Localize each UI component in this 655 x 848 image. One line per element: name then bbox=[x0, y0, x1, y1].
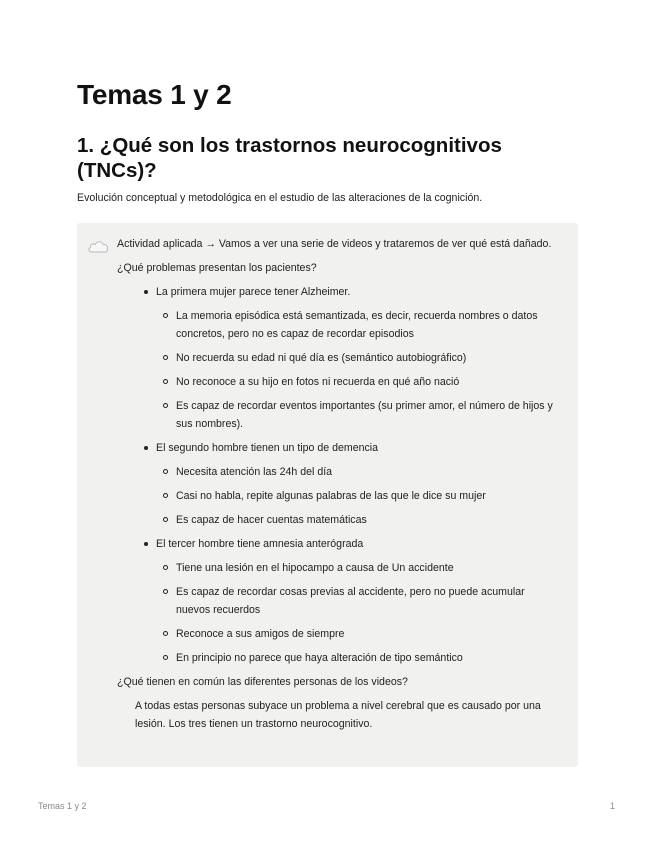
bullet bbox=[163, 565, 168, 570]
detail-text: Necesita atención las 24h del día bbox=[176, 466, 333, 478]
list-item bbox=[156, 559, 561, 577]
list-item bbox=[156, 397, 561, 433]
list-item bbox=[117, 439, 561, 529]
bullet bbox=[163, 493, 168, 498]
detail-text: No recuerda su edad ni qué día es (semántico autobiográfico) bbox=[176, 352, 467, 364]
list-item bbox=[117, 283, 561, 433]
bullet bbox=[144, 290, 148, 294]
patient-label: El segundo hombre tienen un tipo de demencia bbox=[156, 442, 379, 454]
cloud-icon bbox=[87, 239, 109, 253]
detail-text: No reconoce a su hijo en fotos ni recuerda en qué año nació bbox=[176, 376, 460, 388]
bullet bbox=[163, 313, 168, 318]
detail-text: Es capaz de recordar eventos importantes (su primer amor, el número de hijos y sus nombres). bbox=[176, 400, 553, 430]
list-item bbox=[156, 649, 561, 667]
answer-text: A todas estas personas subyace un problema a nivel cerebral que es causado por una lesión. Los tres tienen un trastorno neurocognitivo. bbox=[135, 700, 541, 730]
list-item bbox=[156, 511, 561, 529]
footer-doc-title: Temas 1 y 2 bbox=[38, 801, 87, 811]
bullet bbox=[163, 655, 168, 660]
detail-list bbox=[156, 307, 561, 433]
footer-page-number: 1 bbox=[610, 801, 616, 811]
detail-list bbox=[156, 559, 561, 667]
callout-box bbox=[77, 223, 578, 767]
patient-label: El tercer hombre tiene amnesia anterógrada bbox=[156, 538, 364, 550]
bullet bbox=[163, 631, 168, 636]
bullet bbox=[163, 355, 168, 360]
question-problems: ¿Qué problemas presentan los pacientes? bbox=[117, 262, 317, 274]
list-item bbox=[156, 373, 561, 391]
page-title: Temas 1 y 2 bbox=[77, 79, 232, 110]
list-item bbox=[117, 535, 561, 667]
detail-text: Casi no habla, repite algunas palabras de las que le dice su mujer bbox=[176, 490, 486, 502]
detail-text: La memoria episódica está semantizada, es decir, recuerda nombres o datos concretos, pero no es capaz de recordar episodios bbox=[176, 310, 538, 340]
detail-text: Es capaz de hacer cuentas matemáticas bbox=[176, 514, 367, 526]
patient-label: La primera mujer parece tener Alzheimer. bbox=[156, 286, 351, 298]
list-item bbox=[156, 583, 561, 619]
list-item bbox=[156, 487, 561, 505]
section-heading: 1. ¿Qué son los trastornos neurocognitivos (TNCs)? bbox=[77, 134, 502, 182]
section-subtitle: Evolución conceptual y metodológica en el estudio de las alteraciones de la cognición. bbox=[77, 192, 483, 204]
activity-intro: Actividad aplicada → Vamos a ver una serie de videos y trataremos de ver qué está dañado. bbox=[117, 238, 552, 250]
bullet bbox=[144, 446, 148, 450]
bullet bbox=[163, 469, 168, 474]
list-item bbox=[156, 349, 561, 367]
detail-text: Tiene una lesión en el hipocampo a causa de Un accidente bbox=[176, 562, 454, 574]
list-item bbox=[156, 307, 561, 343]
list-item bbox=[156, 463, 561, 481]
list-item bbox=[156, 625, 561, 643]
detail-text: En principio no parece que haya alteración de tipo semántico bbox=[176, 652, 463, 664]
bullet bbox=[163, 589, 168, 594]
bullet bbox=[144, 542, 148, 546]
detail-text: Es capaz de recordar cosas previas al accidente, pero no puede acumular nuevos recuerdos bbox=[176, 586, 525, 616]
question-common: ¿Qué tienen en común las diferentes personas de los videos? bbox=[117, 676, 408, 688]
bullet bbox=[163, 403, 168, 408]
detail-list bbox=[156, 463, 561, 529]
detail-text: Reconoce a sus amigos de siempre bbox=[176, 628, 345, 640]
callout-body bbox=[117, 235, 561, 733]
bullet bbox=[163, 379, 168, 384]
patients-list bbox=[117, 283, 561, 667]
bullet bbox=[163, 517, 168, 522]
